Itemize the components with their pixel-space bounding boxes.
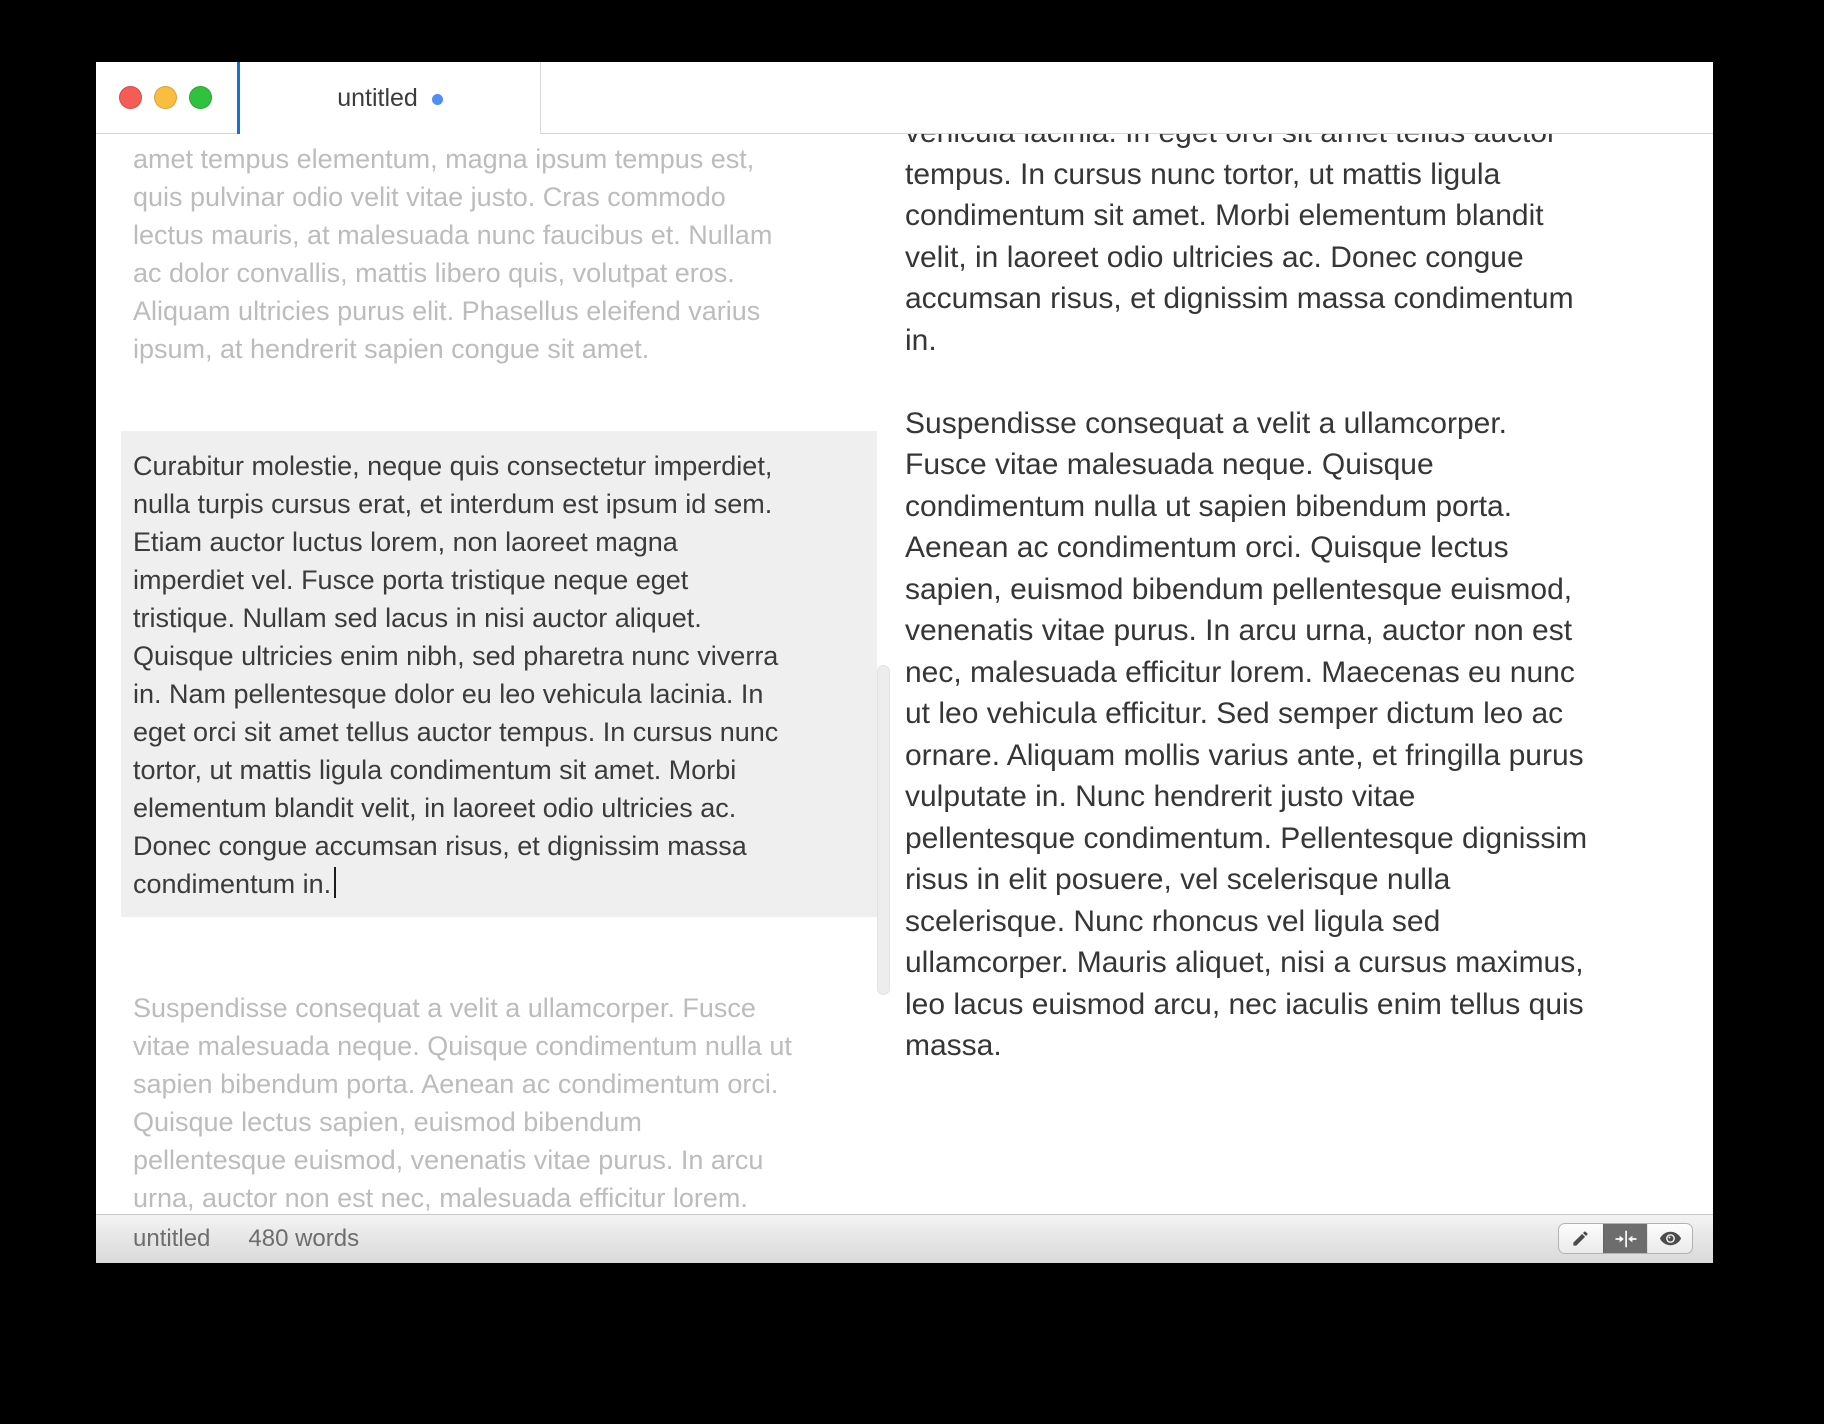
- text-line: lectus mauris, at malesuada nunc faucibus et. Nullam: [133, 220, 773, 250]
- text-line: Fusce vitae malesuada neque. Quisque: [905, 448, 1434, 481]
- editor-text-column: [96, 134, 878, 1217]
- text-line: velit, in laoreet odio ultricies ac. Donec congue: [905, 240, 1524, 274]
- text-line: condimentum sit amet. Morbi elementum blandit: [905, 199, 1544, 232]
- text-line: nec, malesuada efficitur lorem. Maecenas eu nunc: [905, 655, 1575, 689]
- text-line: accumsan risus, et dignissim massa condimentum: [905, 282, 1574, 315]
- text-line: ut leo vehicula efficitur. Sed semper dictum leo ac: [905, 697, 1564, 730]
- text-line: elementum blandit velit, in laoreet odio ultricies ac.: [133, 793, 737, 823]
- split-mode-button[interactable]: [1603, 1224, 1648, 1253]
- text-line: vitae malesuada neque. Quisque condimentum nulla ut: [133, 1031, 792, 1061]
- text-line: Aliquam ultricies purus elit. Phasellus eleifend varius: [133, 296, 761, 326]
- split-view-icon: [1615, 1228, 1637, 1250]
- text-line: vulputate in. Nunc hendrerit justo vitae: [905, 780, 1416, 813]
- text-line: Curabitur molestie, neque quis consectetur imperdiet,: [133, 451, 773, 481]
- text-line: ullamcorper. Mauris aliquet, nisi a cursus maximus,: [905, 946, 1584, 979]
- window-controls: [96, 62, 237, 133]
- status-bar: [96, 1214, 1713, 1263]
- tab-bar: [96, 62, 1713, 134]
- text-line: sapien, euismod bibendum pellentesque euismod,: [905, 572, 1573, 606]
- status-word-count: 480 words: [248, 1225, 360, 1252]
- minimize-button[interactable]: [154, 86, 177, 109]
- editor-scrollbar-thumb[interactable]: [877, 665, 890, 995]
- text-line: ipsum, at hendrerit sapien congue sit amet.: [133, 334, 650, 364]
- pencil-icon: [1571, 1229, 1590, 1248]
- text-line: Suspendisse consequat a velit a ullamcorper. Fusce: [133, 993, 756, 1023]
- text-line: ac dolor convallis, mattis libero quis, volutpat eros.: [133, 258, 735, 288]
- text-line: venenatis vitae purus. In arcu urna, auctor non est: [905, 614, 1573, 647]
- text-line: scelerisque. Nunc rhoncus vel ligula sed: [905, 904, 1441, 938]
- view-mode-switcher: [1558, 1223, 1693, 1254]
- text-line: Suspendisse consequat a velit a ullamcorper.: [905, 406, 1508, 440]
- tab-untitled[interactable]: [240, 62, 541, 134]
- text-caret: [334, 867, 336, 898]
- text-line: condimentum nulla ut sapien bibendum porta.: [905, 489, 1513, 523]
- edit-mode-button[interactable]: [1559, 1224, 1603, 1253]
- text-line: in.: [905, 323, 937, 357]
- text-line: quis pulvinar odio velit vitae justo. Cras commodo: [133, 182, 726, 212]
- text-line: condimentum in.: [133, 865, 877, 903]
- text-line: leo lacus euismod arcu, nec iaculis enim tellus quis: [905, 987, 1584, 1021]
- text-line: Quisque ultricies enim nibh, sed pharetra nunc viverra: [133, 641, 779, 671]
- eye-icon: [1659, 1227, 1682, 1250]
- text-line: tempus. In cursus nunc tortor, ut mattis ligula: [905, 157, 1501, 191]
- text-line: imperdiet vel. Fusce porta tristique neque eget: [133, 565, 689, 595]
- text-line: Donec congue accumsan risus, et dignissim massa: [133, 831, 747, 861]
- preview-paragraph-1: [905, 112, 1713, 361]
- text-line: in. Nam pellentesque dolor eu leo vehicula lacinia. In: [133, 679, 764, 709]
- text-line: nulla turpis cursus erat, et interdum est ipsum id sem.: [133, 489, 773, 519]
- text-line: Quisque lectus sapien, euismod bibendum: [133, 1107, 642, 1137]
- zoom-button[interactable]: [189, 86, 212, 109]
- text-line: risus in elit posuere, vel scelerisque nulla: [905, 863, 1451, 896]
- text-line: Aenean ac condimentum orci. Quisque lectus: [905, 531, 1509, 564]
- tab-title: untitled: [337, 83, 418, 112]
- preview-pane[interactable]: [880, 134, 1713, 1214]
- text-line: pellentesque condimentum. Pellentesque dignissim: [905, 821, 1588, 855]
- text-line: eget orci sit amet tellus auctor tempus. In cursus nunc: [133, 717, 779, 747]
- preview-mode-button[interactable]: [1647, 1224, 1692, 1253]
- editor-pane[interactable]: [96, 134, 895, 1214]
- preview-paragraph-2: [905, 403, 1713, 1067]
- unsaved-indicator-dot: [432, 94, 443, 105]
- text-line: pellentesque euismod, venenatis vitae purus. In arcu: [133, 1145, 764, 1175]
- editor-paragraph-dimmed-bottom[interactable]: [133, 989, 878, 1217]
- close-button[interactable]: [119, 86, 142, 109]
- text-line: massa.: [905, 1029, 1002, 1062]
- preview-text-column: [905, 112, 1713, 1067]
- text-line: Etiam auctor luctus lorem, non laoreet magna: [133, 527, 678, 557]
- text-line: sapien bibendum porta. Aenean ac condimentum orci.: [133, 1069, 779, 1099]
- text-line: tortor, ut mattis ligula condimentum sit amet. Morbi: [133, 755, 737, 785]
- status-file-name: untitled: [133, 1225, 211, 1252]
- text-line: ornare. Aliquam mollis varius ante, et fringilla purus: [905, 738, 1584, 772]
- text-line: amet tempus elementum, magna ipsum tempus est,: [133, 144, 755, 174]
- editor-paragraph-focused[interactable]: [121, 431, 877, 917]
- editor-paragraph-dimmed-top[interactable]: [133, 140, 878, 368]
- text-line: tristique. Nullam sed lacus in nisi auctor aliquet.: [133, 603, 702, 633]
- app-window: [96, 62, 1713, 1263]
- text-line: urna, auctor non est nec, malesuada efficitur lorem.: [133, 1183, 748, 1213]
